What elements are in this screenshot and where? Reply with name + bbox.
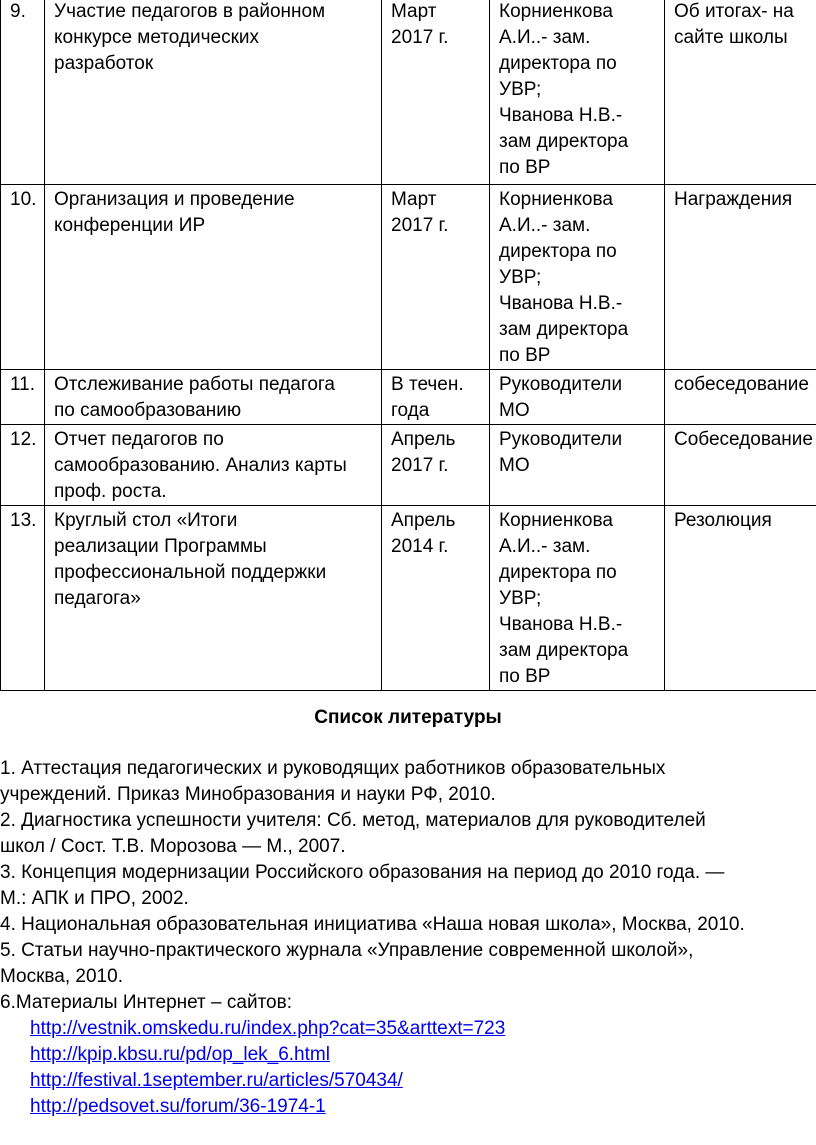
literature-item-line: 5. Статьи научно-практического журнала «Управление современной школой», [0, 940, 694, 961]
result-cell [665, 0, 816, 185]
responsible-cell-line: директора по [499, 562, 617, 583]
result-cell-line: собеседование [674, 374, 809, 395]
date-cell-line: Апрель [391, 510, 456, 531]
row-number [1, 506, 45, 691]
plan-table-body [1, 0, 816, 691]
responsible-cell-line: УВР; [499, 79, 542, 100]
row-number [1, 0, 45, 185]
event-cell-line: конференции ИР [54, 215, 206, 236]
event-cell [45, 185, 382, 370]
event-cell-line: Участие педагогов в районном [54, 1, 326, 22]
date-cell [382, 506, 490, 691]
date-cell-line: 2014 г. [391, 536, 449, 557]
event-cell [45, 370, 382, 425]
table-row [1, 425, 816, 506]
event-cell-line: разработок [54, 53, 154, 74]
responsible-cell-line: директора по [499, 241, 617, 262]
responsible-cell-line: Корниенкова [499, 510, 613, 531]
result-cell-line: Резолюция [674, 510, 772, 531]
responsible-cell-line: зам директора [499, 640, 629, 661]
literature-item-line: Москва, 2010. [0, 966, 123, 987]
date-cell [382, 425, 490, 506]
literature-item-line: 4. Национальная образовательная инициатива «Наша новая школа», Москва, 2010. [0, 914, 745, 935]
literature-item [0, 990, 810, 1016]
responsible-cell-line: Чванова Н.В.- [499, 614, 623, 635]
date-cell-line: Март [391, 189, 437, 210]
row-number-line: 13. [10, 510, 37, 531]
responsible-cell [490, 506, 665, 691]
responsible-cell-line: А.И..- зам. [499, 536, 591, 557]
literature-item-line: 3. Концепция модернизации Российского образования на период до 2010 года. — [0, 862, 725, 883]
responsible-cell [490, 0, 665, 185]
result-cell [665, 370, 816, 425]
literature-item-line: М.: АПК и ПРО, 2002. [0, 888, 189, 909]
event-cell-line: Круглый стол «Итоги [54, 510, 238, 531]
responsible-cell-line: УВР; [499, 588, 542, 609]
responsible-cell-line: зам директора [499, 131, 629, 152]
table-row [1, 185, 816, 370]
result-cell [665, 185, 816, 370]
literature-item-line: школ / Сост. Т.В. Морозова — М., 2007. [0, 836, 346, 857]
event-cell-line: самообразованию. Анализ карты [54, 455, 347, 476]
table-row [1, 0, 816, 185]
row-number-line: 12. [10, 429, 37, 450]
literature-item [0, 756, 810, 808]
responsible-cell [490, 425, 665, 506]
result-cell-line: сайте школы [674, 27, 788, 48]
literature-item-line: учреждений. Приказ Минобразования и науки РФ, 2010. [0, 784, 496, 805]
row-number-line: 9. [10, 1, 26, 22]
responsible-cell-line: Чванова Н.В.- [499, 293, 623, 314]
responsible-cell-line: Корниенкова [499, 189, 613, 210]
row-number [1, 185, 45, 370]
row-number [1, 425, 45, 506]
responsible-cell [490, 185, 665, 370]
table-row [1, 370, 816, 425]
date-cell-line: Март [391, 1, 437, 22]
result-cell-line: Об итогах- на [674, 1, 794, 22]
result-cell [665, 425, 816, 506]
responsible-cell-line: МО [499, 455, 530, 476]
responsible-cell-line: директора по [499, 53, 617, 74]
responsible-cell-line: Чванова Н.В.- [499, 105, 623, 126]
responsible-cell [490, 370, 665, 425]
literature-item [0, 938, 810, 990]
date-cell-line: года [391, 400, 430, 421]
result-cell-line: Награждения [674, 189, 793, 210]
event-cell-line: профессиональной поддержки [54, 562, 327, 583]
literature-item-line: 2. Диагностика успешности учителя: Сб. метод, материалов для руководителей [0, 810, 706, 831]
row-number-line: 11. [10, 374, 36, 395]
literature-links [0, 1016, 810, 1120]
literature-item-line: 6.Материалы Интернет – сайтов: [0, 992, 292, 1013]
event-cell-line: педагога» [54, 588, 141, 609]
event-cell [45, 506, 382, 691]
literature-item-line: 1. Аттестация педагогических и руководящих работников образовательных [0, 758, 666, 779]
event-cell-line: конкурсе методических [54, 27, 260, 48]
date-cell-line: Апрель [391, 429, 456, 450]
event-cell [45, 0, 382, 185]
responsible-cell-line: по ВР [499, 157, 551, 178]
date-cell [382, 370, 490, 425]
literature-title: Список литературы [314, 707, 502, 728]
responsible-cell-line: по ВР [499, 345, 551, 366]
date-cell-line: 2017 г. [391, 215, 449, 236]
date-cell-line: В течен. [391, 374, 464, 395]
literature-item [0, 808, 810, 860]
responsible-cell-line: Руководители [499, 429, 623, 450]
responsible-cell-line: А.И..- зам. [499, 27, 591, 48]
row-number-line: 10. [10, 189, 37, 210]
literature-list [0, 756, 810, 1120]
resource-link[interactable]: http://vestnik.omskedu.ru/index.php?cat=35&arttext=723 [30, 1018, 506, 1039]
event-cell-line: Организация и проведение [54, 189, 295, 210]
event-cell-line: реализации Программы [54, 536, 267, 557]
event-cell-line: Отчет педагогов по [54, 429, 224, 450]
resource-link[interactable]: http://pedsovet.su/forum/36-1974-1 [30, 1096, 326, 1117]
responsible-cell-line: Корниенкова [499, 1, 613, 22]
row-number [1, 370, 45, 425]
event-cell-line: по самообразованию [54, 400, 242, 421]
responsible-cell-line: Руководители [499, 374, 623, 395]
resource-link[interactable]: http://festival.1september.ru/articles/570434/ [30, 1070, 403, 1091]
date-cell [382, 185, 490, 370]
responsible-cell-line: УВР; [499, 267, 542, 288]
date-cell [382, 0, 490, 185]
resource-link[interactable]: http://kpip.kbsu.ru/pd/op_lek_6.html [30, 1044, 330, 1065]
event-cell [45, 425, 382, 506]
responsible-cell-line: по ВР [499, 666, 551, 687]
date-cell-line: 2017 г. [391, 27, 449, 48]
literature-item [0, 860, 810, 912]
literature-items [0, 756, 810, 1016]
event-cell-line: Отслеживание работы педагога [54, 374, 335, 395]
literature-item [0, 912, 810, 938]
table-row [1, 506, 816, 691]
date-cell-line: 2017 г. [391, 455, 449, 476]
responsible-cell-line: А.И..- зам. [499, 215, 591, 236]
event-cell-line: проф. роста. [54, 481, 167, 502]
responsible-cell-line: зам директора [499, 319, 629, 340]
responsible-cell-line: МО [499, 400, 530, 421]
result-cell-line: Собеседование [674, 429, 813, 450]
result-cell [665, 506, 816, 691]
